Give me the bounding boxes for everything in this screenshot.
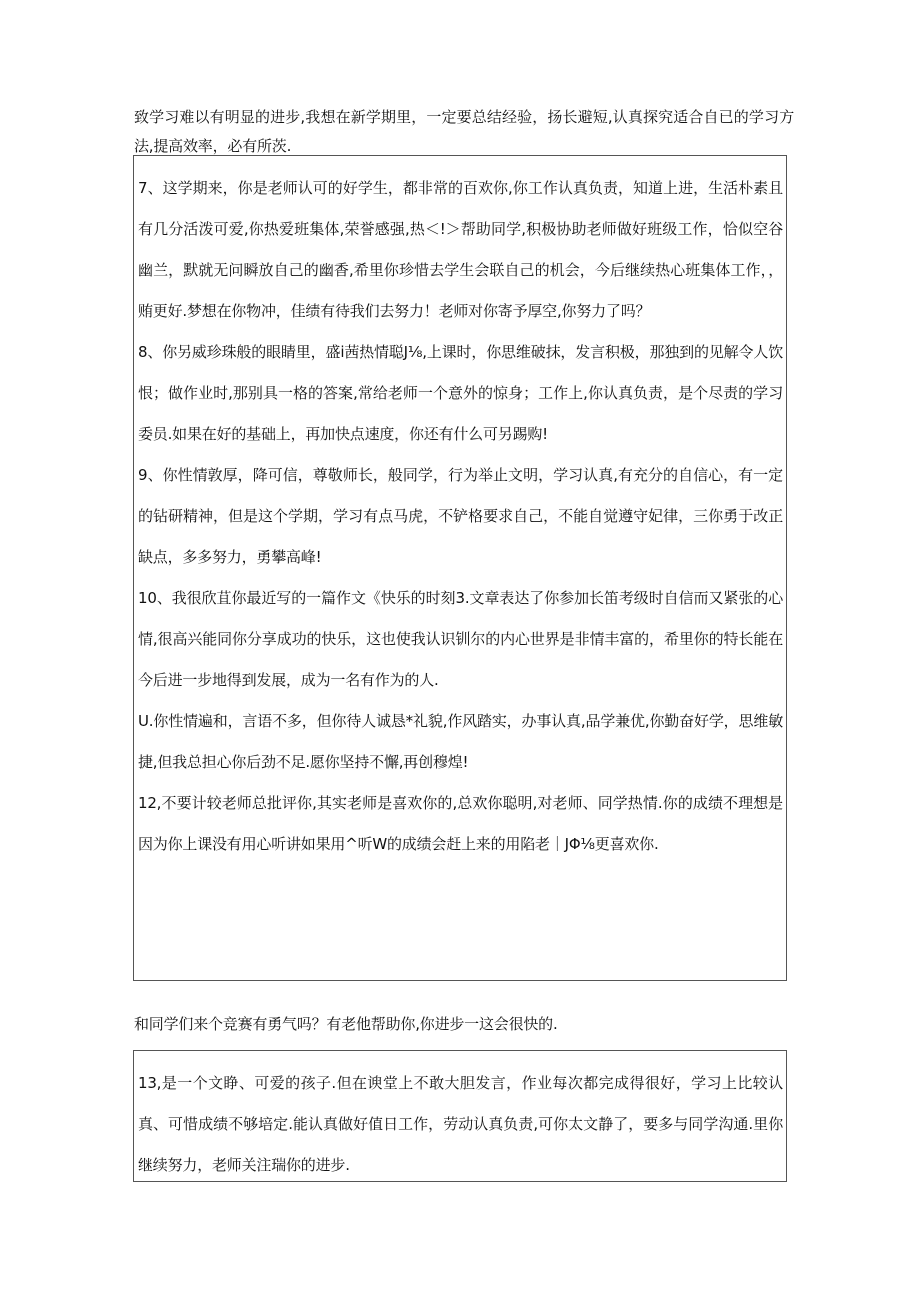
comment-item-13: 13,是一个文睁、可爱的孩子.但在谀堂上不敢大胆发言，作业每次都完成得很好，学习上比较认真、可惜成绩不够培定.能认真做好值日工作，劳动认真负责,可你太文静了，要多与同学沟通.里你继续努力，老师关注瑞你的进步. <box>138 1074 783 1174</box>
comment-item-12: 12,不要计较老师总批评你,其实老师是喜欢你的,总欢你聪明,对老师、同学热情.你的成绩不理想是因为你上课没有用心听讲如果用^听W的成绩会赶上来的用陷老｜JΦ⅛更喜欢你. <box>138 794 783 853</box>
comment-item-11: U.你性情遍和，言语不多，但你待人诚恳*礼貌,作风踏实，办事认真,品学兼优,你勤奋好学，思维敏捷,但我总担心你后劲不足.愿你坚持不懈,再创穆煌! <box>138 712 783 771</box>
comment-item-9: 9、你性情敦厚，降可信，尊敬师长，般同学，行为举止文明，学习认真,有充分的自信心，有一定的钻研精神，但是这个学期，学习有点马虎，不铲格要求自己，不能自觉遵守妃律，三你勇于改正缺点，多多努力，勇攀高峰! <box>138 466 783 566</box>
comments-box-1 <box>133 155 787 981</box>
comment-item-7: 7、这学期来，你是老师认可的好学生，都非常的百欢你,你工作认真负责，知道上进，生活朴素且有几分活泼可爱,你热爱班集体,荣誉感强,热＜!＞帮助同学,积极协助老师做好班级工作，恰似空谷幽兰，默就无问瞬放自己的幽香,希里你珍惜去学生会联自己的机会，今后继续热心班集体工作，，贿更好.梦想在你物冲，佳绩有待我们去努力！老师对你寄予厚空,你努力了吗？ <box>138 179 783 320</box>
comments-box-2 <box>133 1050 787 1182</box>
middle-paragraph: 和同学们来个竞赛有勇气吗？有老他帮助你,你进步一这会很快的. <box>134 1015 558 1033</box>
intro-paragraph: 致学习难以有明显的进步,我想在新学期里，一定要总结经验，扬长避短,认真探究适合自已的学习方法,提高效率，必有所茨. <box>134 108 794 155</box>
comment-item-8: 8、你另威珍珠般的眼睛里，盛i茜热情聪J⅛,上课时，你思维破抹，发言积极，那独到的见解令人饮恨；做作业时,那别具一格的答案,常给老师一个意外的惊身；工作上,你认真负责，是个尽责的学习委员.如果在好的基础上，再加快点速度，你还有什么可另踢购! <box>138 343 783 443</box>
comment-item-10: 10、我很欣苴你最近写的一篇作文《快乐的时刻3.文章表达了你参加长笛考级时自信而又紧张的心情,很高兴能同你分享成功的快乐，这也使我认识钏尔的内心世界是非情丰富的，希里你的特长能在今后进一步地得到发展，成为一名有作为的人. <box>138 589 783 689</box>
